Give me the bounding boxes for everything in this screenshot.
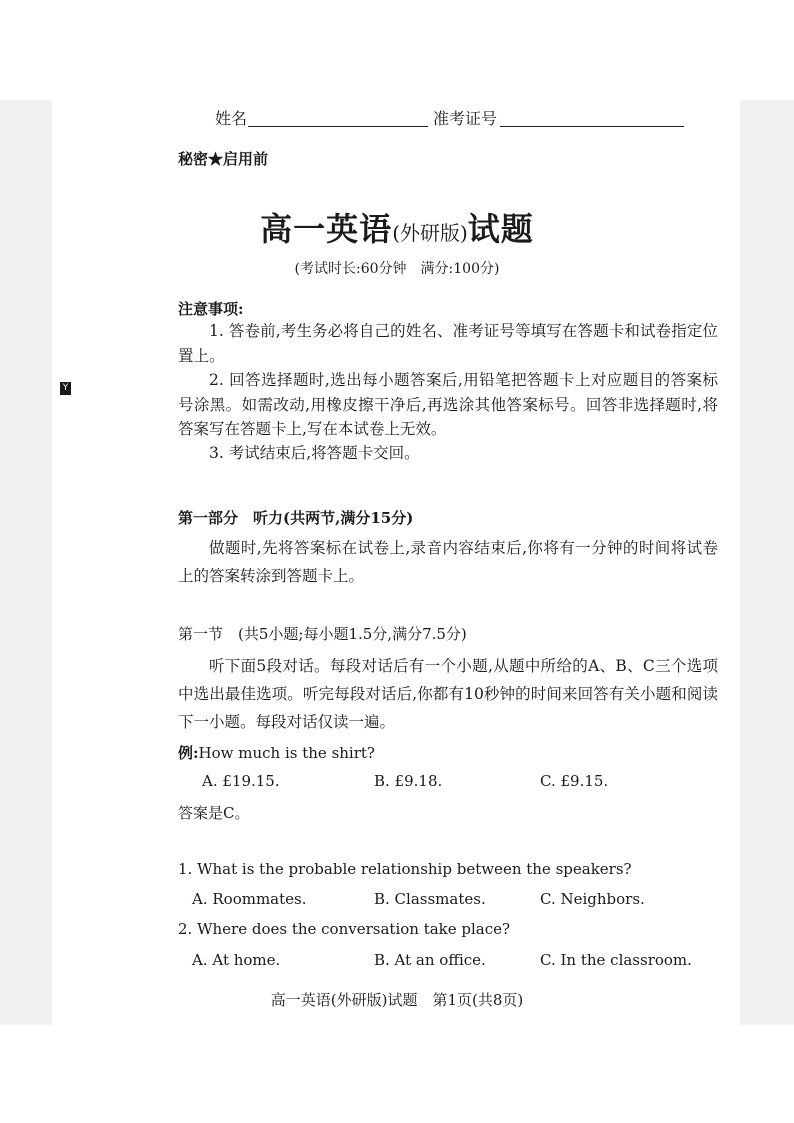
exam-id-label: 准考证号 xyxy=(433,109,498,128)
example-answer: 答案是C。 xyxy=(178,804,250,822)
example-question-text: How much is the shirt? xyxy=(198,744,375,762)
example-option-b: B. £9.18. xyxy=(374,772,443,790)
title-main: 高一英语 xyxy=(260,210,393,248)
notice-item: 2. 回答选择题时,选出每小题答案后,用铅笔把答题卡上对应题目的答案标号涂黑。如需改动,用橡皮擦干净后,再选涂其他答案标号。回答非选择题时,将答案写在答题卡上,写在本试卷上无效。 xyxy=(178,371,718,438)
example-option-c: C. £9.15. xyxy=(540,772,609,790)
section1-heading: 第一节 (共5小题;每小题1.5分,满分7.5分) xyxy=(178,625,467,643)
name-blank-line[interactable] xyxy=(248,126,428,127)
name-label: 姓名 xyxy=(215,109,248,128)
section1-description: 听下面5段对话。每段对话后有一个小题,从题中所给的A、B、C三个选项中选出最佳选项。听完每段对话后,你都有10秒钟的时间来回答有关小题和阅读下一小题。每段对话仅读一遍。 xyxy=(178,657,718,731)
exam-id-blank-line[interactable] xyxy=(500,126,684,127)
question-2-option-a: A. At home. xyxy=(192,951,281,969)
part1-description: 做题时,先将答案标在试卷上,录音内容结束后,你将有一分钟的时间将试卷上的答案转涂到答题卡上。 xyxy=(178,539,718,585)
part1-heading: 第一部分 听力(共两节,满分15分) xyxy=(178,509,414,527)
page-footer: 高一英语(外研版)试题 第1页(共8页) xyxy=(270,991,524,1009)
title-subject-note: (外研版) xyxy=(392,221,468,245)
notice-heading: 注意事项: xyxy=(178,300,244,318)
example-question xyxy=(178,742,375,763)
question-1-option-c: C. Neighbors. xyxy=(540,890,645,908)
example-label: 例: xyxy=(178,744,199,762)
side-mark: Y xyxy=(60,382,71,395)
question-1: 1. What is the probable relationship between the speakers? xyxy=(178,860,632,878)
question-2-option-c: C. In the classroom. xyxy=(540,951,692,969)
notice-item: 1. 答卷前,考生务必将自己的姓名、准考证号等填写在答题卡和试卷指定位置上。 xyxy=(178,322,718,365)
notice-item: 3. 考试结束后,将答题卡交回。 xyxy=(209,444,420,462)
confidential-note: 秘密★启用前 xyxy=(178,150,269,168)
title-suffix: 试题 xyxy=(467,210,534,248)
exam-title xyxy=(0,204,794,250)
example-option-a: A. £19.15. xyxy=(202,772,280,790)
question-1-option-a: A. Roommates. xyxy=(192,890,307,908)
question-2: 2. Where does the conversation take place? xyxy=(178,920,511,938)
question-1-option-b: B. Classmates. xyxy=(374,890,486,908)
exam-info: (考试时长:60分钟 满分:100分) xyxy=(294,261,500,277)
question-2-option-b: B. At an office. xyxy=(374,951,486,969)
